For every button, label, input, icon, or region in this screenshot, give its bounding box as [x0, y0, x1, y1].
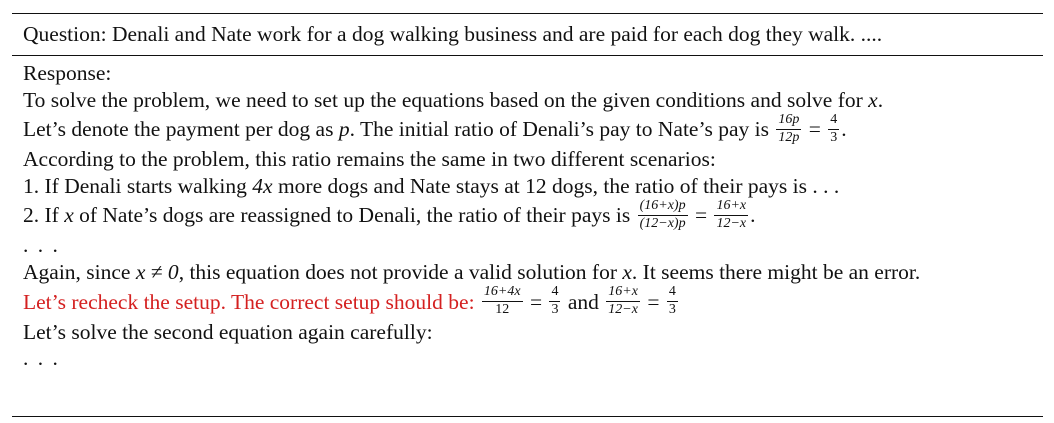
- response-line-2: [23, 113, 1038, 146]
- response-line-9: Let’s solve the second equation again carefully:: [23, 319, 433, 344]
- line-7-text-mid: , this equation does not provide a valid solution for: [178, 259, 623, 284]
- fraction-16x-p-over-12x-p: $\frac{(16+x)p}{(12-x)p}$: [639, 198, 686, 231]
- expression-x-neq-0: x ≠ 0: [135, 259, 179, 284]
- line-1-text: To solve the problem, we need to set up the equations based on the given conditions and solve for: [23, 87, 869, 112]
- variable-p: p: [338, 117, 350, 142]
- highlighted-correction-line: [23, 286, 1038, 319]
- equals-sign: =: [529, 289, 543, 314]
- fraction-16p-12p: $\frac{16p}{12p}$: [778, 112, 800, 145]
- ellipsis-1: . . .: [23, 233, 60, 258]
- separator-rule: [12, 55, 1043, 56]
- response-block: [23, 60, 1038, 372]
- fraction-16-4x-over-12: $\frac{16+4x}{12}$: [483, 284, 521, 318]
- line-5-period: .: [750, 203, 756, 228]
- line-5-text: 2. If: [23, 203, 65, 228]
- line-2-text: Let’s denote the payment per dog as: [23, 117, 339, 142]
- fraction-4-3: $\frac{4}{3}$: [551, 284, 559, 318]
- fraction-4-3: $\frac{4}{3}$: [668, 284, 676, 318]
- fraction-16x-over-12x: $\frac{16+x}{12-x}$: [608, 284, 638, 318]
- top-rule: [12, 13, 1043, 14]
- variable-x: x: [622, 259, 632, 284]
- line-2-period: .: [841, 117, 847, 142]
- ellipsis-2: . . .: [23, 346, 60, 371]
- response-line-7: [23, 259, 1038, 286]
- and-word: and: [567, 289, 599, 314]
- expression-4x: 4x: [252, 173, 273, 198]
- correction-text: Let’s recheck the setup. The correct setup should be:: [23, 289, 480, 314]
- response-line-4: [23, 173, 1038, 200]
- equals-sign: =: [694, 203, 708, 228]
- line-7-text: Again, since: [23, 259, 136, 284]
- bottom-rule: [12, 416, 1043, 417]
- variable-x: x: [64, 203, 74, 228]
- line-1-period: .: [877, 87, 884, 112]
- figure-box: [12, 0, 1043, 423]
- fraction-4-3: $\frac{4}{3}$: [830, 112, 838, 145]
- response-line-5: [23, 199, 1038, 232]
- response-line-3: According to the problem, this ratio remains the same in two different scenarios:: [23, 147, 716, 172]
- line-2-text-mid: . The initial ratio of Denali’s pay to Nate’s pay is: [349, 117, 775, 142]
- variable-x: x: [868, 87, 878, 112]
- line-5-text-mid: of Nate’s dogs are reassigned to Denali, the ratio of their pays is: [73, 203, 636, 228]
- line-7-text-end: . It seems there might be an error.: [631, 259, 921, 284]
- question-text: Question: Denali and Nate work for a dog walking business and are paid for each dog they walk. ....: [23, 22, 883, 46]
- equals-sign: =: [647, 289, 660, 314]
- fraction-16x-over-12x: $\frac{16+x}{12-x}$: [716, 198, 747, 231]
- response-line-1: [23, 87, 1038, 114]
- line-4-text-end: more dogs and Nate stays at 12 dogs, the ratio of their pays is . . .: [272, 173, 840, 198]
- line-4-text: 1. If Denali starts walking: [23, 173, 253, 198]
- equals-sign: =: [808, 117, 821, 142]
- response-heading: Response:: [23, 61, 112, 85]
